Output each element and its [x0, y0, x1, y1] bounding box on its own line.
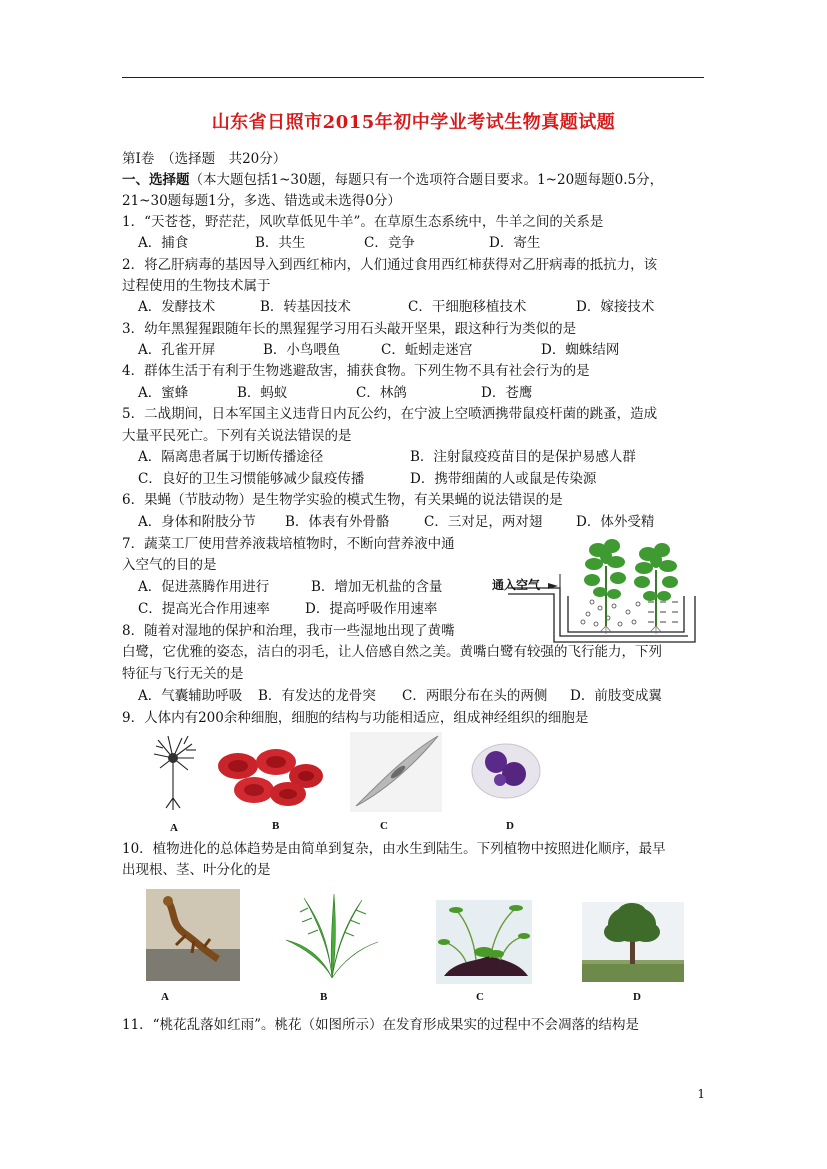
q4-option-c: C．林鸽: [356, 385, 407, 401]
q6-stem: 6．果蝇（节肢动物）是生物学实验的模式生物，有关果蝇的说法错误的是: [122, 492, 563, 508]
q1-option-c: C．竞争: [364, 235, 415, 251]
algae-image: [146, 889, 240, 981]
q7-option-a: A．促进蒸腾作用进行: [138, 579, 270, 595]
q8-option-d: D．前肢变成翼: [570, 688, 662, 704]
volume-label: 第Ⅰ卷 （选择题 共20分）: [122, 151, 287, 167]
q2-option-b: B．转基因技术: [260, 299, 351, 315]
q10-stem-2: 出现根、茎、叶分化的是: [122, 862, 271, 878]
section-heading-bold: 一、选择题: [122, 172, 190, 188]
q10-label-b: B: [320, 991, 328, 1003]
q8-stem-3: 特征与飞行无关的是: [122, 666, 244, 682]
header-rule: [122, 77, 704, 78]
q4-option-a: A．蜜蜂: [138, 385, 189, 401]
q1-option-d: D．寄生: [489, 235, 541, 251]
q2-option-c: C．干细胞移植技术: [408, 299, 527, 315]
q6-option-a: A．身体和附肢分节: [138, 514, 256, 530]
q5-option-a: A．隔离患者属于切断传播途径: [138, 449, 324, 465]
q8-option-c: C．两眼分布在头的两侧: [402, 688, 548, 704]
section-heading-rest: （本大题包括1~30题，每题只有一个选项符合题目要求。1~20题每题0.5分，: [189, 172, 664, 188]
q5-option-b: B．注射鼠疫疫苗目的是保护易感人群: [410, 449, 636, 465]
q3-option-b: B．小鸟喂鱼: [263, 342, 341, 358]
q11-stem: 11．“桃花乱落如红雨”。桃花（如图所示）在发育形成果实的过程中不会凋落的结构是: [122, 1017, 639, 1033]
q2-option-d: D．嫁接技术: [576, 299, 655, 315]
red-blood-cells-image: [214, 744, 324, 808]
page-title: 山东省日照市2015年初中学业考试生物真题试题: [211, 112, 616, 133]
q1-option-b: B．共生: [255, 235, 306, 251]
q5-stem-1: 5．二战期间，日本军国主义违背日内瓦公约，在宁波上空喷洒携带鼠疫杆菌的跳蚤，造成: [122, 406, 658, 422]
q7-option-d: D．提高呼吸作用速率: [305, 601, 438, 617]
q3-option-c: C．蚯蚓走迷宫: [381, 342, 473, 358]
section-heading-line2: 21~30题每题1分，多选、错选或未选得0分）: [122, 193, 401, 209]
q7-option-c: C．提高光合作用速率: [138, 601, 270, 617]
q7-option-b: B．增加无机盐的含量: [311, 579, 443, 595]
white-blood-cell-image: [470, 742, 542, 800]
q8-option-a: A．气囊辅助呼吸: [138, 688, 243, 704]
q4-option-b: B．蚂蚁: [237, 385, 288, 401]
q10-stem-1: 10．植物进化的总体趋势是由简单到复杂，由水生到陆生。下列植物中按照进化顺序，最早: [122, 841, 666, 857]
q8-stem-2: 白鹭，它优雅的姿态，洁白的羽毛，让人倍感自然之美。黄嘴白鹭有较强的飞行能力，下列: [122, 644, 662, 660]
q9-label-c: C: [380, 820, 388, 832]
q1-option-a: A．捕食: [138, 235, 189, 251]
q4-stem: 4．群体生活于有利于生物逃避敌害，捕获食物。下列生物不具有社会行为的是: [122, 363, 590, 379]
q2-stem-2: 过程使用的生物技术属于: [122, 278, 271, 294]
q9-label-d: D: [506, 820, 514, 832]
q5-option-c: C．良好的卫生习惯能够减少鼠疫传播: [138, 471, 365, 487]
q6-option-d: D．体外受精: [576, 514, 655, 530]
q10-label-a: A: [161, 991, 169, 1003]
q2-stem-1: 2．将乙肝病毒的基因导入到西红柿内，人们通过食用西红柿获得对乙肝病毒的抵抗力，该: [122, 257, 658, 273]
q1-stem: 1．“天苍苍，野茫茫，风吹草低见牛羊”。在草原生态系统中，牛羊之间的关系是: [122, 214, 604, 230]
smooth-muscle-cell-image: [350, 732, 442, 812]
q10-label-d: D: [633, 991, 641, 1003]
q8-option-b: B．有发达的龙骨突: [258, 688, 376, 704]
fern-image: [284, 892, 380, 982]
q3-stem: 3．幼年黑猩猩跟随年长的黑猩猩学习用石头敲开坚果，跟这种行为类似的是: [122, 321, 577, 337]
q9-stem: 9．人体内有200余种细胞，细胞的结构与功能相适应，组成神经组织的细胞是: [122, 710, 589, 726]
q7-stem-2: 入空气的目的是: [122, 557, 217, 573]
q3-option-a: A．孔雀开屏: [138, 342, 216, 358]
tree-image: [582, 902, 684, 982]
q5-option-d: D．携带细菌的人或鼠是传染源: [410, 471, 597, 487]
q4-option-d: D．苍鹰: [481, 385, 533, 401]
q6-option-c: C．三对足，两对翅: [424, 514, 543, 530]
hydroponics-figure: [488, 536, 703, 646]
section-heading: [122, 171, 663, 189]
page-number: 1: [697, 1087, 705, 1101]
q7-stem-1: 7．蔬菜工厂使用营养液栽培植物时，不断向营养液中通: [122, 536, 455, 552]
q3-option-d: D．蜘蛛结网: [541, 342, 620, 358]
q9-label-a: A: [170, 822, 178, 834]
moss-image: [436, 900, 532, 984]
q2-option-a: A．发酵技术: [138, 299, 216, 315]
air-inlet-label: 通入空气: [492, 578, 541, 592]
q6-option-b: B．体表有外骨骼: [285, 514, 390, 530]
q9-label-b: B: [272, 820, 280, 832]
q8-stem-1: 8．随着对湿地的保护和治理，我市一些湿地出现了黄嘴: [122, 623, 455, 639]
q5-stem-2: 大量平民死亡。下列有关说法错误的是: [122, 428, 352, 444]
q10-label-c: C: [476, 991, 484, 1003]
neuron-image: [148, 734, 198, 812]
